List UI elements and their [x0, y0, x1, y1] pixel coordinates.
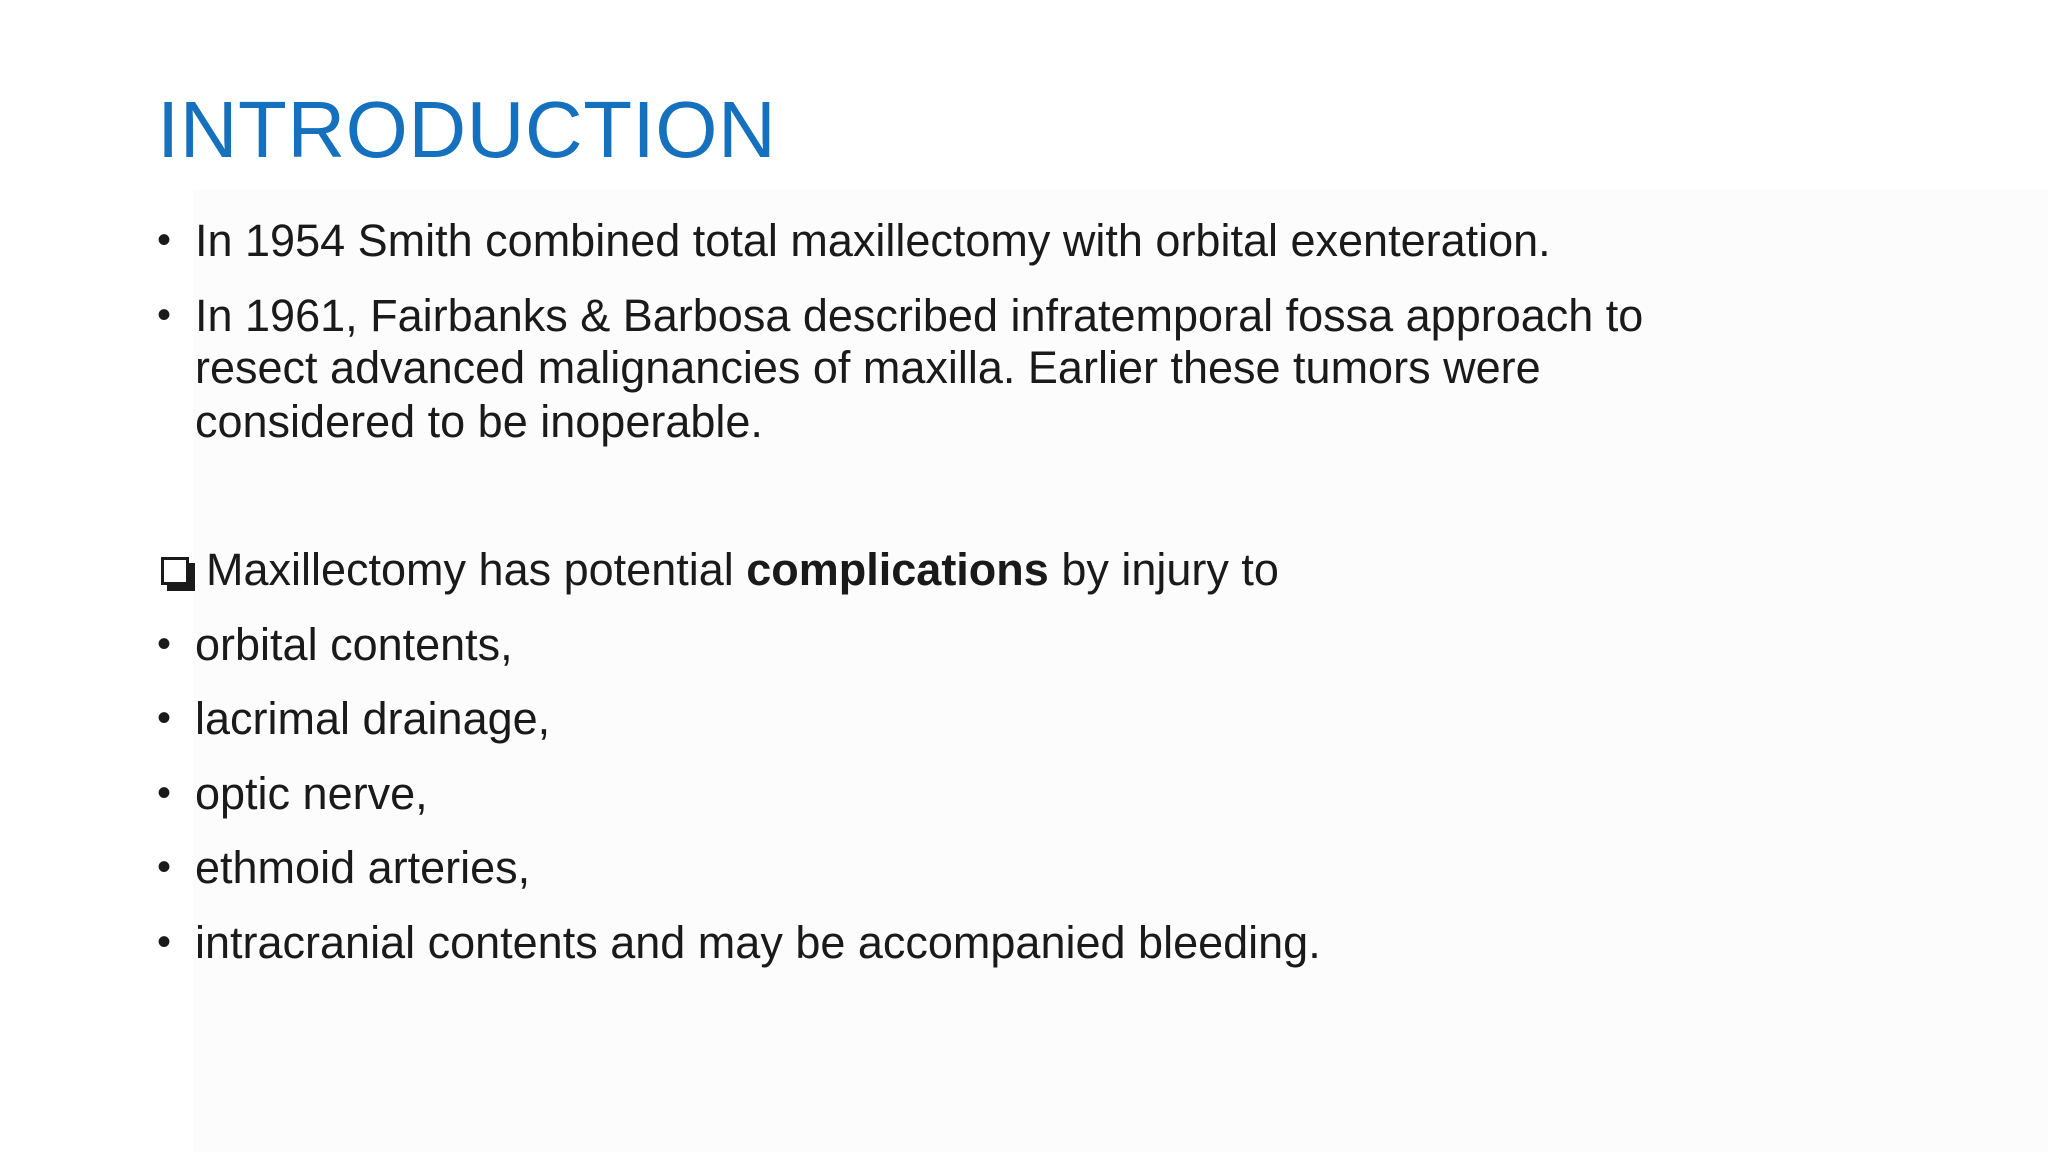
bullet-text: intracranial contents and may be accompanied bleeding. — [195, 917, 1321, 968]
bullet-text-line-3: considered to be inoperable. — [195, 396, 763, 447]
bullet-text-line-1: In 1961, Fairbanks & Barbosa described infratemporal fossa approach to — [195, 290, 1644, 341]
bullet-text: ethmoid arteries, — [195, 842, 531, 893]
bullet-dot-icon: • — [157, 845, 172, 889]
bullet-text-line-2: resect advanced malignancies of maxilla. Earlier these tumors were — [195, 342, 1541, 393]
bullet-dot-icon: • — [157, 293, 172, 337]
bullet-dot-icon: • — [157, 696, 172, 740]
complications-heading-before: Maxillectomy has potential — [206, 544, 747, 595]
slide-title: INTRODUCTION — [157, 85, 777, 174]
bullet-dot-icon: • — [157, 622, 172, 666]
bullet-text: lacrimal drainage, — [195, 693, 551, 744]
bullet-text: In 1954 Smith combined total maxillectomy with orbital exenteration. — [195, 215, 1551, 266]
complications-heading-after: by injury to — [1048, 544, 1279, 595]
bullet-text: optic nerve, — [195, 768, 428, 819]
bullet-dot-icon: • — [157, 920, 172, 964]
complications-heading-bold: complications — [746, 544, 1049, 595]
hollow-square-icon — [159, 545, 199, 598]
bullet-text: orbital contents, — [195, 619, 513, 670]
complications-heading — [206, 543, 1279, 596]
bullet-dot-icon: • — [157, 771, 172, 815]
hollow-square-box — [161, 557, 189, 585]
bullet-dot-icon: • — [157, 218, 172, 262]
